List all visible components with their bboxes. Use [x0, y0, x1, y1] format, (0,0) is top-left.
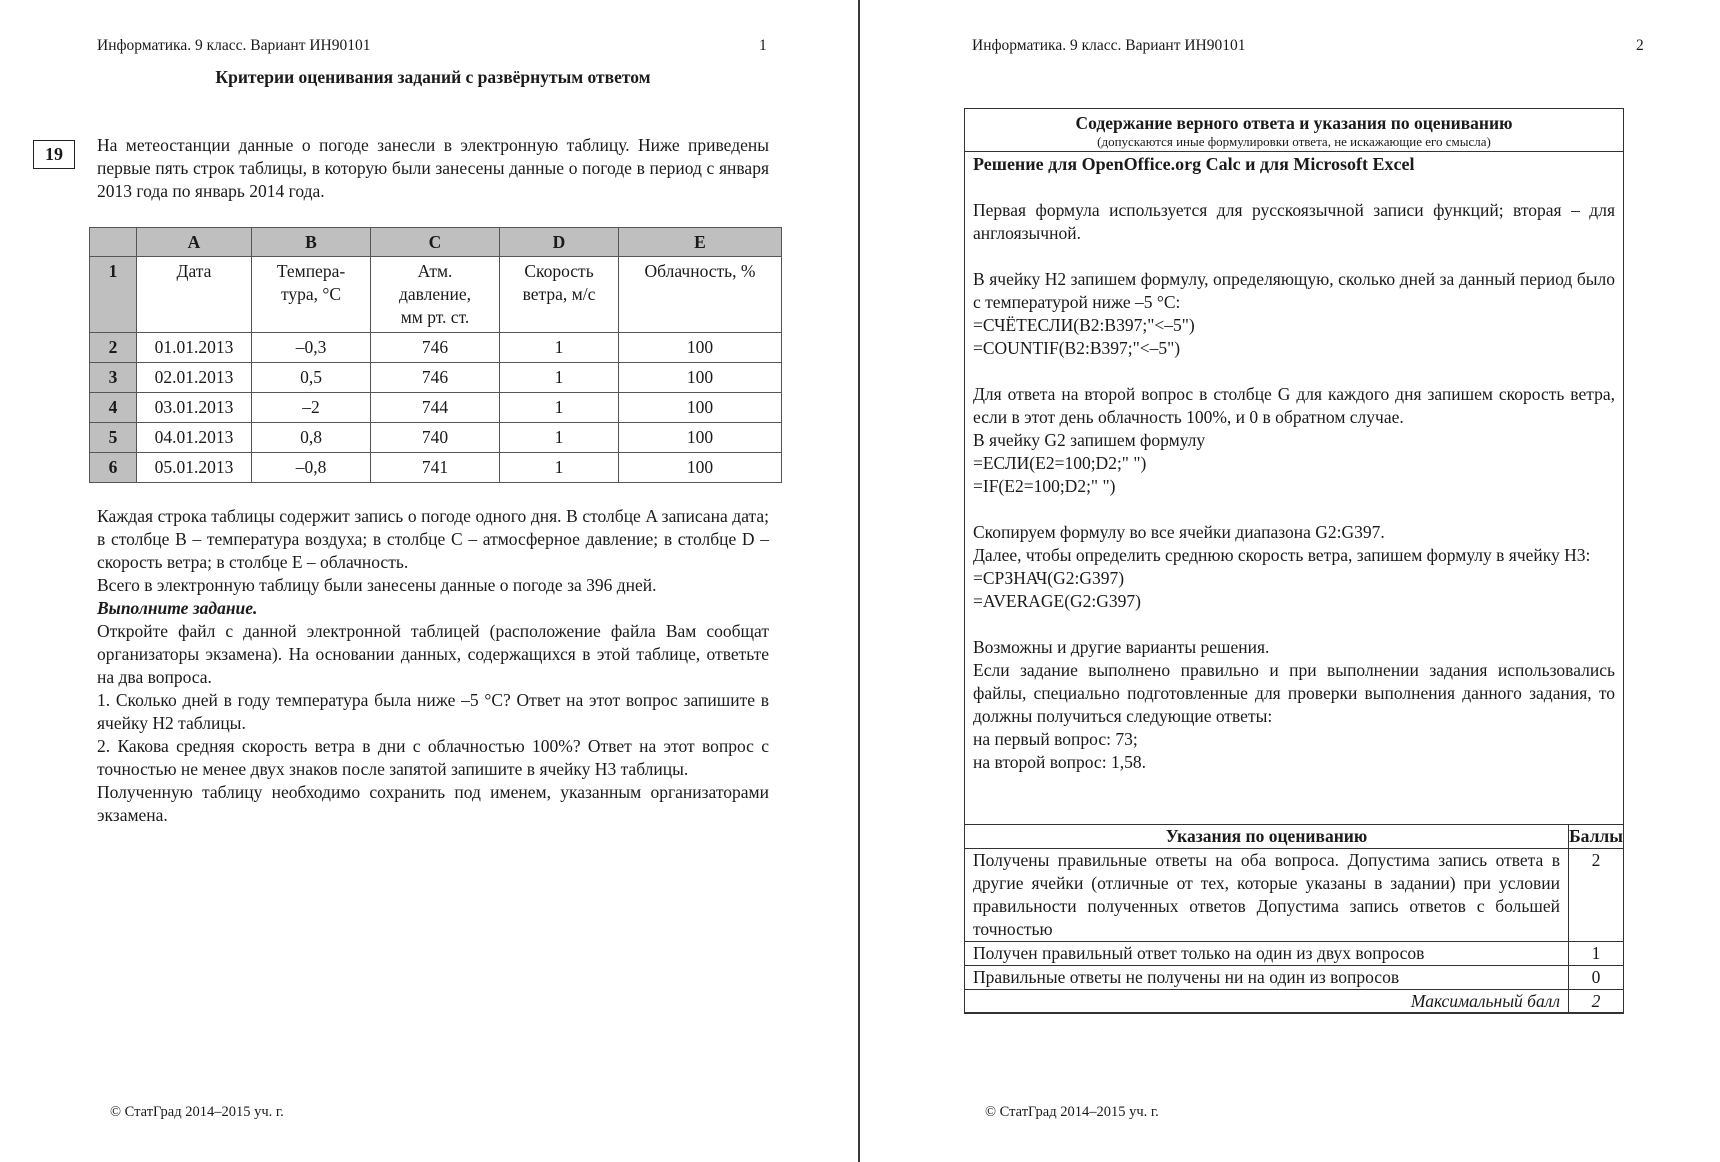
cell-cloud: 100	[619, 393, 782, 423]
description-columns: Каждая строка таблицы содержит запись о погоде одного дня. В столбце A записана дата; в столбце B – температура воздуха; в столбце C – атмосферное давление; в столбце D – скорость ветра; в столбце E – облачность.	[97, 506, 769, 572]
scoring-table	[964, 824, 1624, 1014]
cell-date: 03.01.2013	[137, 393, 252, 423]
scoring-points: 2	[1569, 849, 1624, 942]
spacer	[973, 498, 1615, 521]
question-2: 2. Какова средняя скорость ветра в дни с облачностью 100%? Ответ на этот вопрос с точностью не менее двух знаков после запятой запишите в ячейку H3 таблицы.	[97, 736, 769, 779]
formula: =IF(E2=100;D2;" ")	[973, 476, 1116, 496]
solution-paragraph: Возможны и другие варианты решения.	[973, 637, 1270, 657]
cell-date: 01.01.2013	[137, 333, 252, 363]
spacer	[973, 613, 1615, 636]
cell-cloud: 100	[619, 453, 782, 483]
solution-body	[965, 153, 1623, 774]
scoring-desc: Правильные ответы не получены ни на один из вопросов	[965, 966, 1569, 990]
cell-date: 05.01.2013	[137, 453, 252, 483]
scoring-desc: Получен правильный ответ только на один из двух вопросов	[965, 942, 1569, 966]
spacer	[973, 360, 1615, 383]
row-number: 5	[90, 423, 137, 453]
cell-wind: 1	[500, 363, 619, 393]
max-score-row	[965, 990, 1624, 1014]
answer-box-subtitle: (допускаются иные формулировки ответа, не искажающие его смысла)	[1097, 134, 1491, 149]
formula: =СЧЁТЕСЛИ(B2:B397;"<–5")	[973, 315, 1195, 335]
page-number: 2	[1636, 37, 1644, 54]
cell-pressure: 746	[371, 333, 500, 363]
footer-copyright: © СтатГрад 2014–2015 уч. г.	[985, 1104, 1159, 1120]
row-number: 6	[90, 453, 137, 483]
task-instructions: Откройте файл с данной электронной таблицей (расположение файла Вам сообщат организаторы экзамена). На основании данных, содержащихся в этой таблице, ответьте на два вопроса.	[97, 621, 769, 687]
header-cell: Дата	[137, 257, 252, 333]
table-row	[965, 942, 1624, 966]
description-count: Всего в электронную таблицу были занесены данные о погоде за 396 дней.	[97, 575, 657, 595]
scoring-header-row	[965, 825, 1624, 849]
col-letter: C	[371, 228, 500, 257]
scoring-points: 1	[1569, 942, 1624, 966]
cell-cloud: 100	[619, 363, 782, 393]
cell-temp: 0,5	[252, 363, 371, 393]
col-letter: D	[500, 228, 619, 257]
answer-1: на первый вопрос: 73;	[973, 729, 1138, 749]
section-title: Критерии оценивания заданий с развёрнутым ответом	[215, 67, 651, 87]
task-number-badge: 19	[33, 140, 75, 169]
row-number: 3	[90, 363, 137, 393]
col-letter: E	[619, 228, 782, 257]
task-label: Выполните задание.	[97, 598, 258, 618]
answer-box-title: Содержание верного ответа и указания по оцениванию	[1075, 113, 1513, 133]
cell-wind: 1	[500, 333, 619, 363]
cell-cloud: 100	[619, 333, 782, 363]
solution-paragraph: Для ответа на второй вопрос в столбце G для каждого дня запишем скорость ветра, если в этот день облачность 100%, и 0 в обратном случае.	[973, 384, 1615, 427]
cell-temp: 0,8	[252, 423, 371, 453]
spacer	[973, 176, 1615, 199]
solution-paragraph: Первая формула используется для русскоязычной записи функций; вторая – для англоязычной.	[973, 200, 1615, 243]
cell-pressure: 746	[371, 363, 500, 393]
cell-temp: –0,8	[252, 453, 371, 483]
formula: =AVERAGE(G2:G397)	[973, 591, 1142, 611]
cell-pressure: 744	[371, 393, 500, 423]
cell-date: 02.01.2013	[137, 363, 252, 393]
intro-text: На метеостанции данные о погоде занесли в электронную таблицу. Ниже приведены первые пять строк таблицы, в которую были занесены данные о погоде в период с января 2013 года по январь 2014 года.	[97, 135, 769, 201]
question-1: 1. Сколько дней в году температура была ниже –5 °С? Ответ на этот вопрос запишите в ячейку H2 таблицы.	[97, 690, 769, 733]
solution-paragraph: Если задание выполнено правильно и при выполнении задания использовались файлы, специально подготовленные для проверки выполнения данного задания, то должны получиться следующие ответы:	[973, 660, 1615, 726]
divider-line	[965, 151, 1623, 152]
header-cell: Облачность, %	[619, 257, 782, 333]
cell-pressure: 741	[371, 453, 500, 483]
answer-2: на второй вопрос: 1,58.	[973, 752, 1146, 772]
cell-pressure: 740	[371, 423, 500, 453]
cell-temp: –2	[252, 393, 371, 423]
header-cell: Атм. давление, мм рт. ст.	[371, 257, 500, 333]
row-number: 1	[90, 257, 137, 333]
max-score-value: 2	[1569, 990, 1624, 1014]
running-head: Информатика. 9 класс. Вариант ИН90101	[972, 37, 1246, 54]
cell-wind: 1	[500, 393, 619, 423]
footer-copyright: © СтатГрад 2014–2015 уч. г.	[110, 1104, 284, 1120]
header-cell: Темпера-тура, °С	[252, 257, 371, 333]
save-note: Полученную таблицу необходимо сохранить под именем, указанным организаторами экзамена.	[97, 782, 769, 825]
cell-wind: 1	[500, 423, 619, 453]
spacer	[973, 245, 1615, 268]
cell-temp: –0,3	[252, 333, 371, 363]
solution-paragraph: Скопируем формулу во все ячейки диапазона G2:G397.	[973, 522, 1385, 542]
table-row	[965, 849, 1624, 942]
scoring-header-desc: Указания по оцениванию	[965, 825, 1569, 849]
formula: =ЕСЛИ(E2=100;D2;" ")	[973, 453, 1147, 473]
cell-wind: 1	[500, 453, 619, 483]
col-letter: A	[137, 228, 252, 257]
scoring-desc: Получены правильные ответы на оба вопроса. Допустима запись ответа в другие ячейки (отличные от тех, которые указаны в задании) при условии правильности полученных ответов Допустима запись ответов с большей точностью	[965, 849, 1569, 942]
formula: =COUNTIF(B2:B397;"<–5")	[973, 338, 1181, 358]
header-cell: Скорость ветра, м/с	[500, 257, 619, 333]
table-row	[965, 966, 1624, 990]
solution-paragraph: В ячейку H2 запишем формулу, определяющую, сколько дней за данный период было с температурой ниже –5 °С:	[973, 269, 1615, 312]
solution-paragraph: Далее, чтобы определить среднюю скорость ветра, запишем формулу в ячейку H3:	[973, 545, 1591, 565]
cell-date: 04.01.2013	[137, 423, 252, 453]
solution-heading: Решение для OpenOffice.org Calc и для Microsoft Excel	[973, 154, 1415, 174]
solution-paragraph: В ячейку G2 запишем формулу	[973, 430, 1206, 450]
max-score-label: Максимальный балл	[965, 990, 1569, 1014]
scoring-points: 0	[1569, 966, 1624, 990]
page-number: 1	[759, 37, 767, 54]
scoring-header-points: Баллы	[1569, 825, 1624, 849]
row-number: 4	[90, 393, 137, 423]
running-head: Информатика. 9 класс. Вариант ИН90101	[97, 37, 371, 54]
row-number: 2	[90, 333, 137, 363]
col-letter: B	[252, 228, 371, 257]
cell-cloud: 100	[619, 423, 782, 453]
formula: =СРЗНАЧ(G2:G397)	[973, 568, 1125, 588]
